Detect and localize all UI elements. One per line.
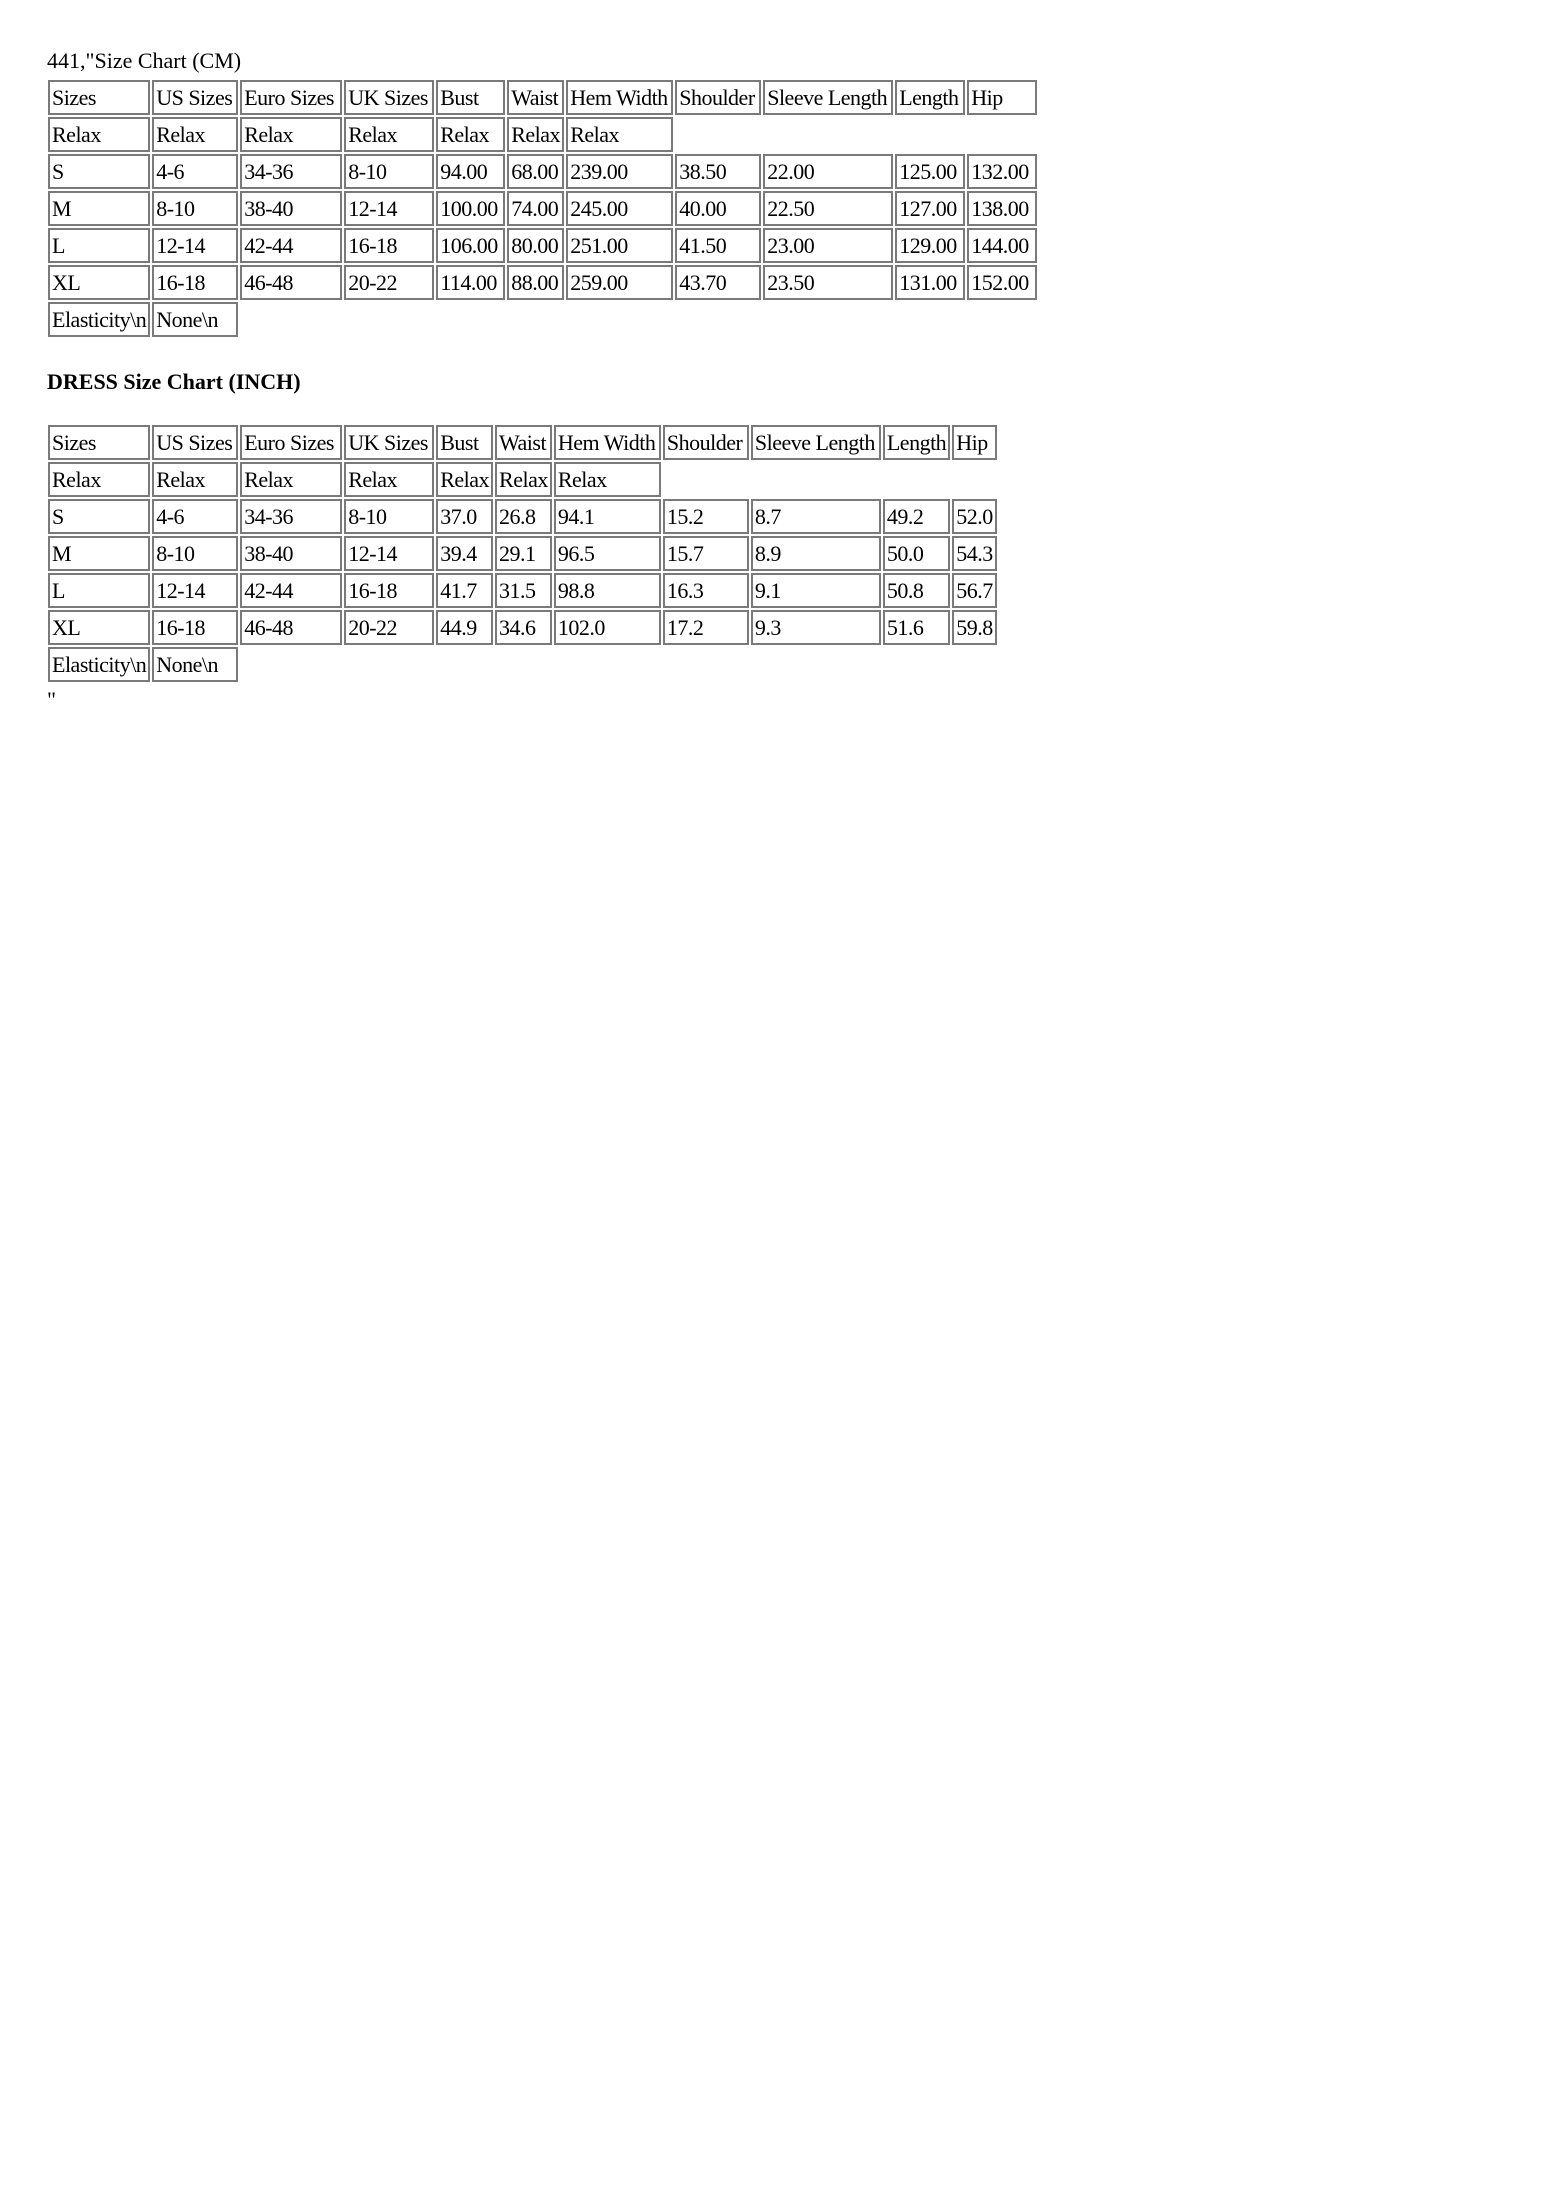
- column-header: Sleeve Length: [763, 80, 893, 115]
- table-cell: 23.50: [763, 265, 893, 300]
- size-chart-inch-table: [46, 423, 999, 684]
- column-header: UK Sizes: [344, 80, 434, 115]
- table-cell: None\n: [152, 647, 238, 682]
- empty-cell: [763, 302, 893, 337]
- table-cell: Relax: [48, 462, 150, 497]
- table-cell: 15.7: [663, 536, 749, 571]
- empty-cell: [952, 647, 997, 682]
- table-cell: 4-6: [152, 499, 238, 534]
- empty-cell: [663, 647, 749, 682]
- column-header: Sizes: [48, 425, 150, 460]
- table-cell: 4-6: [152, 154, 238, 189]
- table-cell: 22.00: [763, 154, 893, 189]
- table-row: [48, 154, 1037, 189]
- column-header: Sleeve Length: [751, 425, 881, 460]
- empty-cell: [507, 302, 564, 337]
- column-header: Bust: [436, 425, 493, 460]
- table-cell: Relax: [507, 117, 564, 152]
- table-cell: 52.0: [952, 499, 997, 534]
- column-header: US Sizes: [152, 425, 238, 460]
- column-header: Sizes: [48, 80, 150, 115]
- table-cell: 34-36: [240, 154, 342, 189]
- column-header: Hem Width: [566, 80, 673, 115]
- table-cell: 31.5: [495, 573, 552, 608]
- relax-row: [48, 117, 1037, 152]
- table-cell: Relax: [152, 117, 238, 152]
- table-cell: 54.3: [952, 536, 997, 571]
- table-cell: 8.9: [751, 536, 881, 571]
- table-cell: 74.00: [507, 191, 564, 226]
- table-cell: 40.00: [675, 191, 761, 226]
- table-cell: 46-48: [240, 265, 342, 300]
- column-header: Shoulder: [675, 80, 761, 115]
- table-cell: 42-44: [240, 573, 342, 608]
- column-header: Length: [895, 80, 965, 115]
- empty-cell: [344, 302, 434, 337]
- table-cell: 125.00: [895, 154, 965, 189]
- table-cell: L: [48, 573, 150, 608]
- table-cell: 41.50: [675, 228, 761, 263]
- table-cell: Relax: [152, 462, 238, 497]
- table-cell: 26.8: [495, 499, 552, 534]
- table-cell: 245.00: [566, 191, 673, 226]
- table-cell: 42-44: [240, 228, 342, 263]
- table-cell: 15.2: [663, 499, 749, 534]
- table-cell: 114.00: [436, 265, 505, 300]
- table-cell: 44.9: [436, 610, 493, 645]
- relax-row: [48, 462, 997, 497]
- column-header: Hem Width: [554, 425, 661, 460]
- table-cell: Elasticity\n: [48, 302, 150, 337]
- table-cell: Relax: [48, 117, 150, 152]
- table-cell: 8.7: [751, 499, 881, 534]
- column-header: Hip: [952, 425, 997, 460]
- table-row: [48, 265, 1037, 300]
- table-header-row: [48, 80, 1037, 115]
- table-cell: Relax: [240, 117, 342, 152]
- table-cell: 38-40: [240, 536, 342, 571]
- empty-cell: [751, 647, 881, 682]
- table-cell: Relax: [344, 117, 434, 152]
- empty-cell: [675, 117, 761, 152]
- table-cell: S: [48, 154, 150, 189]
- table-row: [48, 536, 997, 571]
- column-header: Euro Sizes: [240, 80, 342, 115]
- table-cell: 102.0: [554, 610, 661, 645]
- table-cell: Relax: [344, 462, 434, 497]
- empty-cell: [554, 647, 661, 682]
- empty-cell: [883, 647, 950, 682]
- table-cell: 22.50: [763, 191, 893, 226]
- empty-cell: [436, 302, 505, 337]
- table-cell: 12-14: [344, 191, 434, 226]
- table-cell: 51.6: [883, 610, 950, 645]
- empty-cell: [967, 302, 1037, 337]
- empty-cell: [883, 462, 950, 497]
- table-cell: 16-18: [344, 573, 434, 608]
- table-cell: 59.8: [952, 610, 997, 645]
- table-cell: 50.0: [883, 536, 950, 571]
- table-cell: 239.00: [566, 154, 673, 189]
- table-cell: 23.00: [763, 228, 893, 263]
- empty-cell: [952, 462, 997, 497]
- table-cell: 100.00: [436, 191, 505, 226]
- table-cell: 9.1: [751, 573, 881, 608]
- table-cell: 8-10: [344, 499, 434, 534]
- table-row: [48, 610, 997, 645]
- table-cell: 34.6: [495, 610, 552, 645]
- table-cell: S: [48, 499, 150, 534]
- empty-cell: [344, 647, 434, 682]
- table-cell: 16-18: [152, 265, 238, 300]
- table-cell: 16-18: [152, 610, 238, 645]
- closing-quote: ": [47, 687, 56, 712]
- table-cell: 29.1: [495, 536, 552, 571]
- table-row: [48, 499, 997, 534]
- table-cell: Relax: [240, 462, 342, 497]
- empty-cell: [751, 462, 881, 497]
- table-cell: 251.00: [566, 228, 673, 263]
- column-header: UK Sizes: [344, 425, 434, 460]
- table-cell: 106.00: [436, 228, 505, 263]
- empty-cell: [495, 647, 552, 682]
- table-cell: 88.00: [507, 265, 564, 300]
- column-header: Shoulder: [663, 425, 749, 460]
- table-cell: 46-48: [240, 610, 342, 645]
- table-row: [48, 191, 1037, 226]
- table-cell: 38.50: [675, 154, 761, 189]
- column-header: Waist: [507, 80, 564, 115]
- table-cell: Relax: [495, 462, 552, 497]
- table-cell: None\n: [152, 302, 238, 337]
- empty-cell: [895, 117, 965, 152]
- empty-cell: [895, 302, 965, 337]
- table-cell: M: [48, 536, 150, 571]
- empty-cell: [763, 117, 893, 152]
- table-cell: XL: [48, 265, 150, 300]
- table-cell: L: [48, 228, 150, 263]
- table-cell: 12-14: [152, 573, 238, 608]
- size-chart-cm-table: [46, 78, 1039, 339]
- table-cell: 16-18: [344, 228, 434, 263]
- table-cell: 12-14: [344, 536, 434, 571]
- table-row: [48, 573, 997, 608]
- empty-cell: [967, 117, 1037, 152]
- table-cell: 56.7: [952, 573, 997, 608]
- table-cell: 8-10: [344, 154, 434, 189]
- table-cell: 16.3: [663, 573, 749, 608]
- table-cell: 96.5: [554, 536, 661, 571]
- table-cell: 129.00: [895, 228, 965, 263]
- column-header: Euro Sizes: [240, 425, 342, 460]
- table-cell: 80.00: [507, 228, 564, 263]
- table-cell: Elasticity\n: [48, 647, 150, 682]
- table-cell: 43.70: [675, 265, 761, 300]
- column-header: US Sizes: [152, 80, 238, 115]
- table-cell: 17.2: [663, 610, 749, 645]
- table-cell: 9.3: [751, 610, 881, 645]
- table-header-row: [48, 425, 997, 460]
- table-cell: 127.00: [895, 191, 965, 226]
- table-cell: 94.1: [554, 499, 661, 534]
- table-cell: 131.00: [895, 265, 965, 300]
- empty-cell: [675, 302, 761, 337]
- elasticity-row: [48, 647, 997, 682]
- table-cell: 12-14: [152, 228, 238, 263]
- table-cell: 50.8: [883, 573, 950, 608]
- column-header: Length: [883, 425, 950, 460]
- table-cell: Relax: [436, 117, 505, 152]
- table-cell: 39.4: [436, 536, 493, 571]
- table-cell: 38-40: [240, 191, 342, 226]
- table-cell: 68.00: [507, 154, 564, 189]
- empty-cell: [240, 647, 342, 682]
- table-cell: 8-10: [152, 191, 238, 226]
- chart-caption: 441,"Size Chart (CM): [47, 48, 242, 73]
- empty-cell: [566, 302, 673, 337]
- table-cell: 49.2: [883, 499, 950, 534]
- table-cell: M: [48, 191, 150, 226]
- table-cell: 8-10: [152, 536, 238, 571]
- column-header: Waist: [495, 425, 552, 460]
- table-cell: 98.8: [554, 573, 661, 608]
- table-cell: Relax: [566, 117, 673, 152]
- table-cell: 132.00: [967, 154, 1037, 189]
- table-cell: Relax: [436, 462, 493, 497]
- table-cell: 41.7: [436, 573, 493, 608]
- empty-cell: [436, 647, 493, 682]
- table-cell: 144.00: [967, 228, 1037, 263]
- table-cell: 94.00: [436, 154, 505, 189]
- table-cell: XL: [48, 610, 150, 645]
- inch-chart-heading: DRESS Size Chart (INCH): [47, 369, 301, 394]
- table-cell: 34-36: [240, 499, 342, 534]
- table-cell: 20-22: [344, 610, 434, 645]
- table-cell: Relax: [554, 462, 661, 497]
- table-cell: 259.00: [566, 265, 673, 300]
- empty-cell: [240, 302, 342, 337]
- table-cell: 138.00: [967, 191, 1037, 226]
- table-row: [48, 228, 1037, 263]
- empty-cell: [663, 462, 749, 497]
- elasticity-row: [48, 302, 1037, 337]
- table-cell: 37.0: [436, 499, 493, 534]
- column-header: Hip: [967, 80, 1037, 115]
- table-cell: 20-22: [344, 265, 434, 300]
- column-header: Bust: [436, 80, 505, 115]
- table-cell: 152.00: [967, 265, 1037, 300]
